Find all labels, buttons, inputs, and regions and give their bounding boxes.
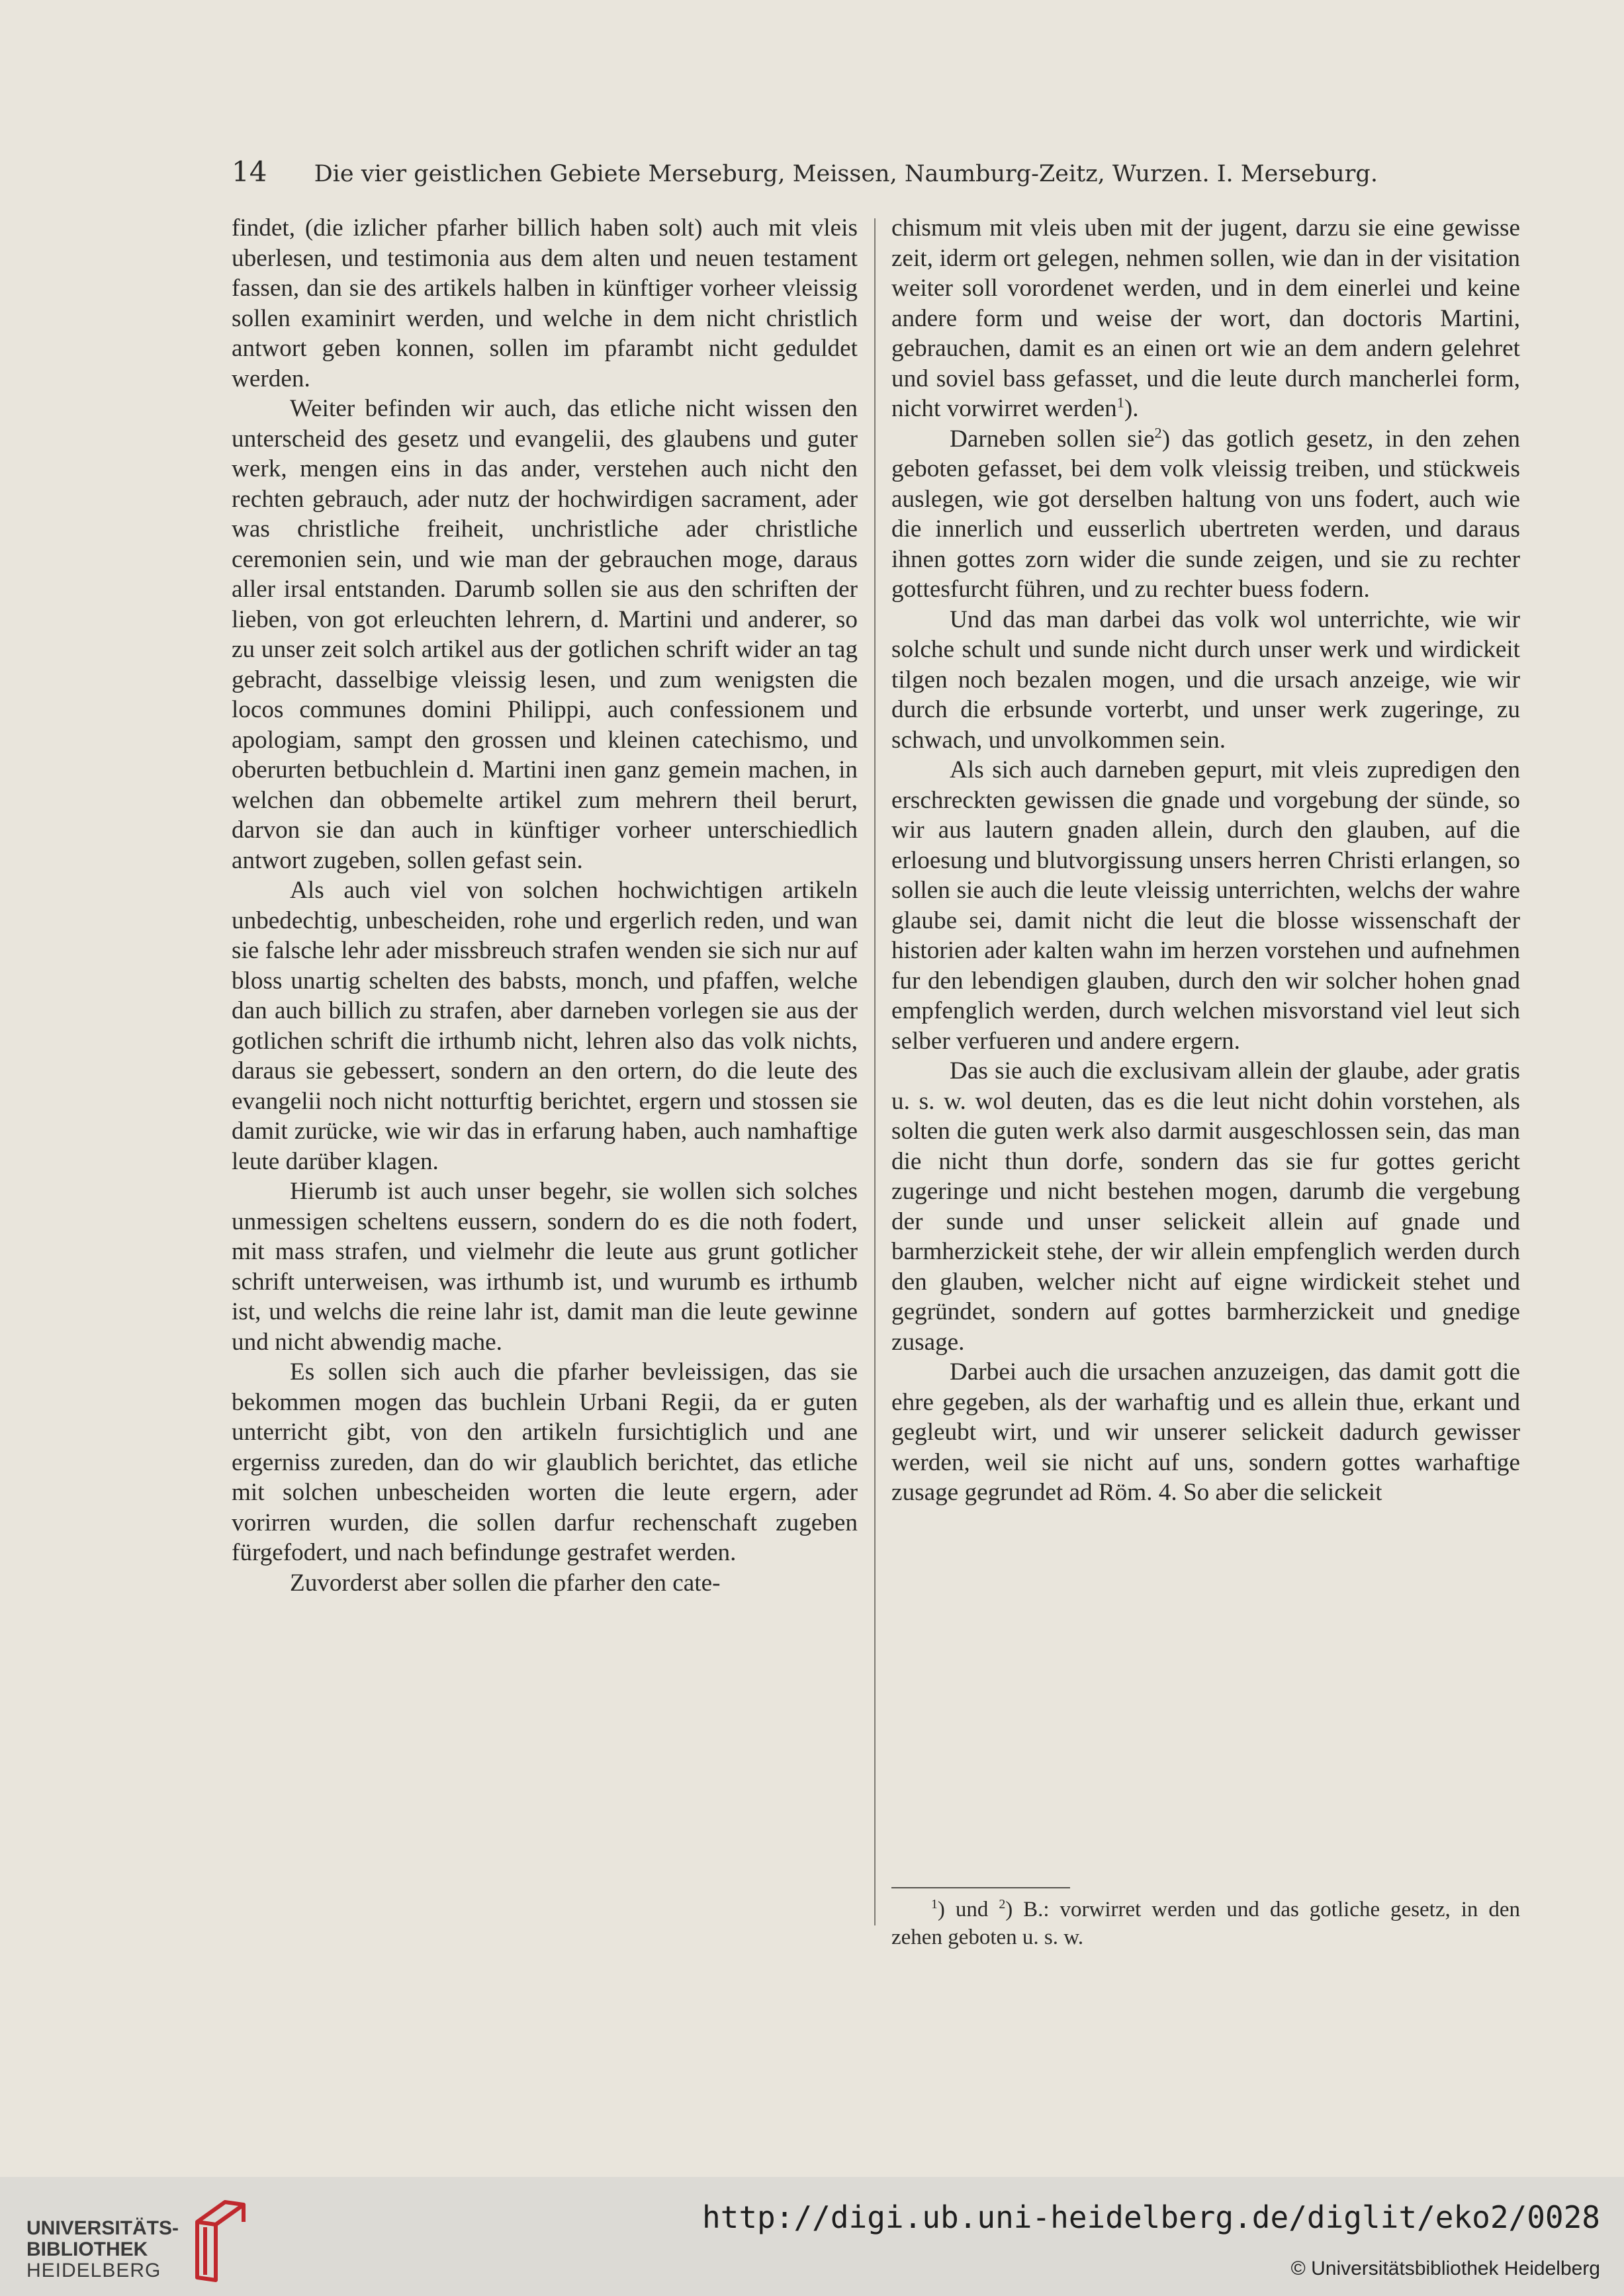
footnote-reference: 2 xyxy=(1154,424,1162,441)
library-logo[interactable] xyxy=(26,2190,304,2289)
copyright-notice: © Universitätsbibliothek Heidelberg xyxy=(1290,2258,1600,2279)
page-number: 14 xyxy=(232,155,267,188)
footnote-mark-2: 2 xyxy=(999,1897,1006,1912)
paragraph-text: Weiter befinden wir auch, das etliche nicht wissen den unterscheid des gesetz und evangelii, des glaubens und guter werk, mengen eins in das ander, verstehen auch nicht den rechten gebrauch, ader nutz der hochwirdigen sacrament, ader was christliche freiheit, unchristliche ader christliche ceremonien sein, und wie man der gebrauchen moge, daraus aller irsal entstanden. Darumb sollen sie aus den schriften der lieben, von got erleuchten lehrern, d. Martini und anderer, so zu unser zeit solch artikel aus der gotlichen schrift wider an tag gebracht, dasselbige vleissig lesen, und zum wenigsten die locos communes domini Philippi, auch confessionem und apologiam, sampt den grossen und kleinen catechismo, und oberurten betbuchlein d. Martini inen ganz gemein machen, in welchen dan obbemelte artikel zum mehrern theil berurt, darvon sie dan auch in künftiger vorheer unterschiedlich antwort zugeben, sollen gefast sein. xyxy=(232,395,858,874)
footnote xyxy=(891,1896,1520,1951)
page-url-link[interactable]: http://digi.ub.uni-heidelberg.de/diglit/eko2/0028 xyxy=(701,2199,1600,2235)
logo-text xyxy=(26,2218,179,2281)
logo-line-3: HEIDELBERG xyxy=(26,2260,161,2281)
paragraph xyxy=(891,1056,1520,1357)
column-divider xyxy=(874,218,876,1925)
paragraph xyxy=(891,755,1520,1056)
right-column xyxy=(891,213,1520,1508)
paragraph-text-tail: ) das gotlich gesetz, in den zehen geboten gefasset, bei dem volk vleissig treiben, und stückweis auslegen, wie got derselben haltung von uns fodert, auch wie die innerlich und eusserlich ubertreten werden, und daraus ihnen gottes zorn wider die sunde zeigen, und sie zu rechter gottesfurcht führen, und zu rechter buess fodern. xyxy=(891,425,1520,603)
paragraph-text: Als sich auch darneben gepurt, mit vleis zupredigen den erschreckten gewissen die gnade und vorgebung der sünde, so wir aus lautern gnaden allein, durch den glauben, auf die erloesung und blutvorgissung unsers herren Christi erlangen, so sollen sie auch die leute vleissig unterrichten, welchs der wahre glaube sei, damit nicht die leut die blosse wissenschaft der historien ader kalten wahn im herzen vorstehen und aufnehmen fur den lebendigen glauben, durch den wir solcher hohen gnad empfenglich werden, durch welchen misvorstand viel leut sich selber verfueren und andere ergern. xyxy=(891,756,1520,1055)
library-emblem-icon xyxy=(164,2190,263,2289)
running-header xyxy=(232,152,1403,192)
logo-line-2: BIBLIOTHEK xyxy=(26,2238,148,2260)
paragraph xyxy=(232,1176,858,1357)
footnote-text: ) B.: vorwirret werden und das gotliche gesetz, in den zehen geboten u. s. w. xyxy=(891,1898,1520,1949)
footnote-rule xyxy=(891,1887,1070,1888)
paragraph-text: chismum mit vleis uben mit der jugent, darzu sie eine gewisse zeit, iderm ort gelegen, nehmen sollen, wie dan in der visitation weiter soll vorordenet werden, und in dem einerlei und keine andere form und weise der wort, dan doctoris Martini, gebrauchen, damit es an einen ort wie an dem andern gelehret und soviel bass gefasset, und die leute durch mancherlei form, nicht vorwirret werden xyxy=(891,214,1520,422)
paragraph xyxy=(232,1568,858,1599)
paragraph xyxy=(891,605,1520,756)
viewer-footer xyxy=(0,2177,1624,2296)
paragraph-text: Darbei auch die ursachen anzuzeigen, das damit gott die ehre gegeben, als der warhaftig und es allein thue, erkant und gegleubt wirt, und wir unserer selickeit dadurch gewisser werden, weil sie nicht auf uns, sondern gottes warhaftige zusage gegrundet ad Röm. 4. So aber die selickeit xyxy=(891,1358,1520,1506)
running-title: Die vier geistlichen Gebiete Merseburg, Meissen, Naumburg-Zeitz, Wurzen. I. Merseburg. xyxy=(314,161,1378,187)
paragraph-text: Zuvorderst aber sollen die pfarher den cate- xyxy=(290,1569,721,1597)
paragraph-text: Und das man darbei das volk wol unterrichte, wie wir solche schult und sunde nicht durch unser werk und wirdickeit tilgen noch bezalen mogen, und die ursach anzeige, wie wir durch die erbsunde vorterbt, und unser werk zugeringe, zu schwach, und unvolkommen sein. xyxy=(891,605,1520,754)
paragraph xyxy=(232,875,858,1176)
paragraph xyxy=(891,213,1520,424)
paragraph-text: Darneben sollen sie xyxy=(950,425,1155,453)
paragraph-text: Hierumb ist auch unser begehr, sie wollen sich solches unmessigen scheltens eussern, sondern do es die noth fodert, mit mass strafen, und vielmehr die leute aus grunt gotlicher schrift unterweisen, was irthumb ist, und wurumb es irthumb ist, und welchs die reine lahr ist, damit man die leute gewinne und nicht abwendig mache. xyxy=(232,1178,858,1356)
footnote-mid: ) und xyxy=(937,1898,999,1921)
footnote-mark-1: 1 xyxy=(931,1897,938,1912)
paragraph-text: Als auch viel von solchen hochwichtigen artikeln unbedechtig, unbescheiden, rohe und ergerlich reden, und wan sie falsche lehr ader missbreuch strafen wenden sie sich nur auf bloss unartig schelten des babsts, monch, und pfaffen, welche dan auch billich zu strafen, aber darneben vorlegen sie aus der gotlichen schrift die irthumb nicht, lehren also das volk nichts, daraus sie gebessert, sondern an den ortern, do die leute des evangelii noch nicht notturftig berichtet, ergern und stossen sie damit zurücke, wie wir das in erfarung haben, auch namhaftige leute darüber klagen. xyxy=(232,877,858,1175)
paragraph xyxy=(232,1357,858,1568)
paragraph xyxy=(232,213,858,394)
paragraph xyxy=(891,424,1520,605)
paragraph xyxy=(891,1357,1520,1508)
paragraph-text: Es sollen sich auch die pfarher bevleissigen, das sie bekommen mogen das buchlein Urbani Regii, da er guten unterricht gibt, von den artikeln fursichtiglich und ane ergerniss zureden, dan do wir glaublich berichtet, das etliche mit solchen unbescheiden worten die leute ergern, ader vorirren wurden, die sollen darfur rechenschaft zugeben fürgefodert, und nach befindunge gestrafet werden. xyxy=(232,1358,858,1566)
paragraph-text-tail: ). xyxy=(1124,395,1139,422)
footnote-reference: 1 xyxy=(1116,394,1124,411)
paragraph xyxy=(232,394,858,875)
paragraph-text: Das sie auch die exclusivam allein der glaube, ader gratis u. s. w. wol deuten, das es die leut nicht dohin vorstehen, als solten die guten werk also darmit ausgeschlossen sein, das man die nicht thun dorfe, sondern das sie fur gottes gericht zugeringe und nicht bestehen mogen, darumb die vergebung der sunde und unser selickeit allein auf gnade und barmherzickeit stehe, der wir allein empfenglich werden durch den glauben, welcher nicht auf eigne wirdickeit stehet und gegründet, sondern auf gottes barmherzickeit und gnedige zusage. xyxy=(891,1057,1520,1356)
logo-line-1: UNIVERSITÄTS- xyxy=(26,2217,179,2239)
left-column xyxy=(232,213,858,1598)
paragraph-text: findet, (die izlicher pfarher billich haben solt) auch mit vleis uberlesen, und testimonia aus dem alten und neuen testament fassen, dan sie des artikels halben in künftiger vorheer vleissig sollen examinirt werden, und welche in dem nicht christlich antwort geben konnen, sollen im pfarambt nicht geduldet werden. xyxy=(232,214,858,392)
